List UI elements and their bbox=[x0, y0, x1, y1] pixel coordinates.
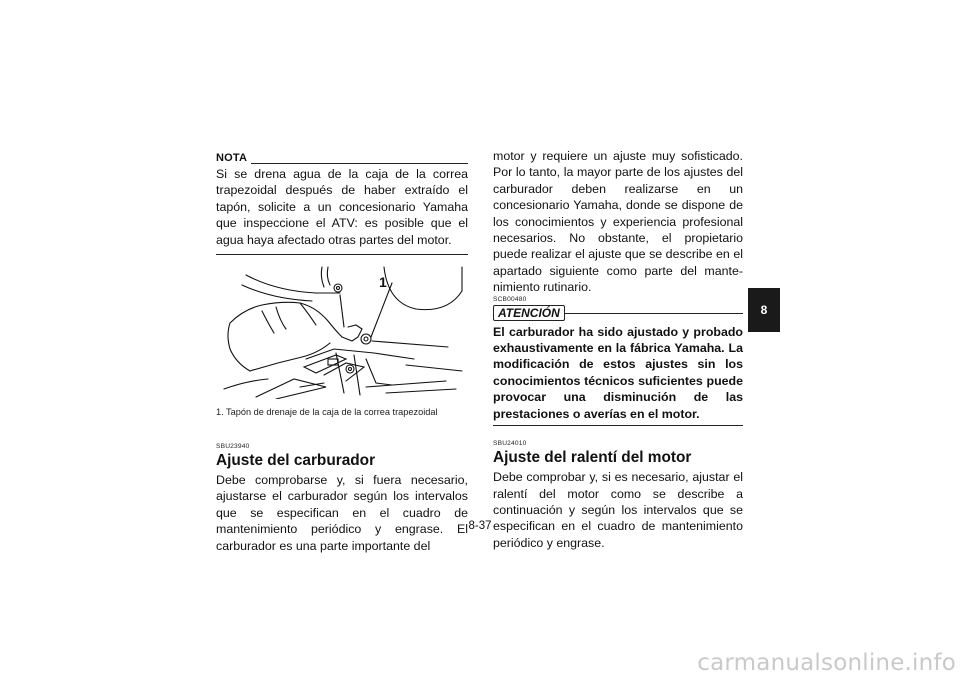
note-text: Si se drena agua de la caja de la correa trapezoidal después de haber extraído el tapón, solicite a un concesionario Yamaha que inspeccione el ATV: es posible que el agua haya afectado otras partes del motor. bbox=[216, 167, 468, 247]
note-label: NOTA bbox=[216, 151, 248, 164]
drain-plug-illustration bbox=[216, 263, 468, 399]
section-title: Ajuste del ralentí del motor bbox=[493, 449, 692, 467]
left-column bbox=[216, 152, 468, 554]
illustration-drawing bbox=[216, 263, 468, 399]
caution-end-rule bbox=[493, 425, 743, 426]
page-number: 8-37 bbox=[468, 520, 492, 532]
continuation-text: motor y requiere un ajuste muy sofisticado. Por lo tanto, la mayor parte de los ajustes del carburador deben realizarse en un concesionario Yamaha, donde se dispone de los conocimientos y experiencia profesional necesarios. No obstante, el propietario puede realizar el ajuste que se describe en el apartado siguiente como parte del mantenimiento rutinario. bbox=[493, 149, 743, 295]
note-header bbox=[216, 152, 468, 166]
figure-callout-number: 1 bbox=[379, 274, 387, 291]
caution-code: SCB00480 bbox=[493, 295, 527, 303]
caution-label: ATENCIÓN bbox=[493, 305, 565, 321]
section-body: Debe comprobar y, si es necesario, ajustar el ralentí del motor como se describe a continuación y según los intervalos que se especifican en el cuadro de mantenimiento periódico y engrase. bbox=[493, 470, 743, 550]
caution-header bbox=[493, 305, 743, 322]
section-code: SBU23940 bbox=[216, 443, 250, 451]
section-body: Debe comprobarse y, si fuera necesario, ajustarse el carburador según los intervalos que se especifican en el cuadro de mantenimiento periódico y engrase. El carburador es una parte importante del bbox=[216, 473, 468, 553]
caution-rule bbox=[565, 313, 743, 314]
note-end-rule bbox=[216, 254, 468, 255]
caution-text: El carburador ha sido ajustado y probado exhaustivamente en la fábrica Yamaha. La modificación de estos ajustes sin los conocimientos técnicos suficientes puede provocar una disminución de las prestaciones o averías en el motor. bbox=[493, 324, 743, 421]
right-column bbox=[493, 148, 743, 551]
chapter-tab: 8 bbox=[748, 288, 780, 332]
section-title: Ajuste del carburador bbox=[216, 452, 376, 470]
note-rule bbox=[251, 163, 468, 164]
figure-caption: 1. Tapón de drenaje de la caja de la correa trapezoidal bbox=[216, 407, 438, 418]
section-code: SBU24010 bbox=[493, 440, 527, 448]
watermark: carmanualsonline.info bbox=[697, 650, 956, 676]
